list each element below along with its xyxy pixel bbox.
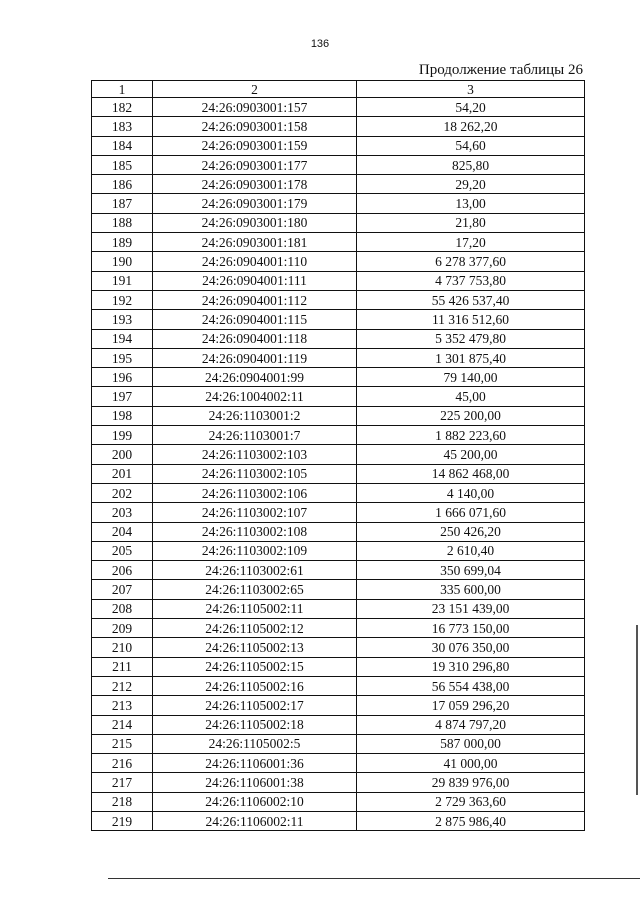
- cell-row-number: 205: [92, 541, 153, 560]
- cell-cadastral-number: 24:26:0903001:180: [153, 213, 357, 232]
- cell-row-number: 184: [92, 136, 153, 155]
- cell-row-number: 212: [92, 676, 153, 695]
- cell-cadastral-number: 24:26:1106001:36: [153, 754, 357, 773]
- cell-row-number: 185: [92, 155, 153, 174]
- cell-value: 1 301 875,40: [357, 348, 585, 367]
- column-header-number: 1: [92, 81, 153, 98]
- cell-value: 16 773 150,00: [357, 619, 585, 638]
- cell-value: 54,60: [357, 136, 585, 155]
- table-row: [92, 522, 585, 541]
- cell-value: 825,80: [357, 155, 585, 174]
- cell-cadastral-number: 24:26:1103002:61: [153, 561, 357, 580]
- cell-row-number: 183: [92, 117, 153, 136]
- cell-row-number: 204: [92, 522, 153, 541]
- cell-cadastral-number: 24:26:1103002:109: [153, 541, 357, 560]
- cell-value: 2 729 363,60: [357, 792, 585, 811]
- cell-row-number: 188: [92, 213, 153, 232]
- cell-cadastral-number: 24:26:0904001:110: [153, 252, 357, 271]
- cell-row-number: 189: [92, 233, 153, 252]
- cell-cadastral-number: 24:26:0903001:181: [153, 233, 357, 252]
- table-row: [92, 310, 585, 329]
- cell-row-number: 203: [92, 503, 153, 522]
- page-number: 136: [310, 38, 330, 50]
- cell-value: 30 076 350,00: [357, 638, 585, 657]
- cell-cadastral-number: 24:26:1105002:16: [153, 676, 357, 695]
- cell-row-number: 217: [92, 773, 153, 792]
- cell-value: 17 059 296,20: [357, 696, 585, 715]
- table-row: [92, 175, 585, 194]
- table-row: [92, 773, 585, 792]
- table-row: [92, 329, 585, 348]
- table-caption: Продолжение таблицы 26: [418, 62, 583, 78]
- cell-row-number: 213: [92, 696, 153, 715]
- table-row: [92, 676, 585, 695]
- cell-row-number: 209: [92, 619, 153, 638]
- cell-row-number: 187: [92, 194, 153, 213]
- cell-value: 23 151 439,00: [357, 599, 585, 618]
- cell-row-number: 195: [92, 348, 153, 367]
- cell-cadastral-number: 24:26:0903001:178: [153, 175, 357, 194]
- table-row: [92, 368, 585, 387]
- cell-cadastral-number: 24:26:1103002:107: [153, 503, 357, 522]
- table-row: [92, 464, 585, 483]
- cell-row-number: 201: [92, 464, 153, 483]
- cell-value: 2 610,40: [357, 541, 585, 560]
- cell-value: 18 262,20: [357, 117, 585, 136]
- cell-cadastral-number: 24:26:0903001:158: [153, 117, 357, 136]
- cadastral-table: [91, 80, 585, 831]
- bottom-rule: [108, 878, 640, 879]
- cell-cadastral-number: 24:26:1106002:10: [153, 792, 357, 811]
- cell-value: 29 839 976,00: [357, 773, 585, 792]
- cell-value: 4 737 753,80: [357, 271, 585, 290]
- cell-row-number: 202: [92, 483, 153, 502]
- cell-row-number: 191: [92, 271, 153, 290]
- cell-cadastral-number: 24:26:0903001:157: [153, 98, 357, 117]
- cell-value: 1 666 071,60: [357, 503, 585, 522]
- table-row: [92, 580, 585, 599]
- cell-value: 13,00: [357, 194, 585, 213]
- cell-cadastral-number: 24:26:1103001:7: [153, 426, 357, 445]
- table-row: [92, 715, 585, 734]
- cell-cadastral-number: 24:26:0904001:118: [153, 329, 357, 348]
- cell-value: 6 278 377,60: [357, 252, 585, 271]
- cell-cadastral-number: 24:26:1105002:11: [153, 599, 357, 618]
- cell-value: 11 316 512,60: [357, 310, 585, 329]
- cell-cadastral-number: 24:26:1103002:65: [153, 580, 357, 599]
- cell-row-number: 215: [92, 734, 153, 753]
- cell-row-number: 219: [92, 811, 153, 830]
- cell-row-number: 216: [92, 754, 153, 773]
- cell-cadastral-number: 24:26:1103002:108: [153, 522, 357, 541]
- cell-cadastral-number: 24:26:0904001:111: [153, 271, 357, 290]
- cell-value: 4 874 797,20: [357, 715, 585, 734]
- cell-row-number: 211: [92, 657, 153, 676]
- cell-row-number: 196: [92, 368, 153, 387]
- cell-row-number: 194: [92, 329, 153, 348]
- cell-value: 19 310 296,80: [357, 657, 585, 676]
- cell-cadastral-number: 24:26:0903001:179: [153, 194, 357, 213]
- cell-value: 5 352 479,80: [357, 329, 585, 348]
- cell-cadastral-number: 24:26:1103001:2: [153, 406, 357, 425]
- cell-value: 17,20: [357, 233, 585, 252]
- cell-value: 79 140,00: [357, 368, 585, 387]
- cell-value: 56 554 438,00: [357, 676, 585, 695]
- table-row: [92, 561, 585, 580]
- cell-value: 45 200,00: [357, 445, 585, 464]
- table-row: [92, 348, 585, 367]
- table-row: [92, 754, 585, 773]
- cell-cadastral-number: 24:26:1103002:105: [153, 464, 357, 483]
- table-row: [92, 290, 585, 309]
- table-row: [92, 155, 585, 174]
- cell-cadastral-number: 24:26:1105002:18: [153, 715, 357, 734]
- cell-cadastral-number: 24:26:0904001:99: [153, 368, 357, 387]
- cell-row-number: 198: [92, 406, 153, 425]
- cell-value: 29,20: [357, 175, 585, 194]
- table-row: [92, 98, 585, 117]
- table-row: [92, 792, 585, 811]
- cell-row-number: 218: [92, 792, 153, 811]
- cell-cadastral-number: 24:26:1004002:11: [153, 387, 357, 406]
- cell-row-number: 186: [92, 175, 153, 194]
- cell-cadastral-number: 24:26:1105002:15: [153, 657, 357, 676]
- table-row: [92, 136, 585, 155]
- cell-value: 250 426,20: [357, 522, 585, 541]
- table-row: [92, 194, 585, 213]
- cell-cadastral-number: 24:26:1106002:11: [153, 811, 357, 830]
- table-row: [92, 445, 585, 464]
- table-row: [92, 541, 585, 560]
- cell-row-number: 214: [92, 715, 153, 734]
- cell-value: 335 600,00: [357, 580, 585, 599]
- table-row: [92, 696, 585, 715]
- table-body: [92, 98, 585, 831]
- table-row: [92, 503, 585, 522]
- cell-cadastral-number: 24:26:0904001:115: [153, 310, 357, 329]
- table-row: [92, 117, 585, 136]
- cell-cadastral-number: 24:26:1105002:5: [153, 734, 357, 753]
- table-row: [92, 406, 585, 425]
- cell-value: 2 875 986,40: [357, 811, 585, 830]
- cell-value: 54,20: [357, 98, 585, 117]
- cell-cadastral-number: 24:26:1103002:106: [153, 483, 357, 502]
- table-row: [92, 483, 585, 502]
- cell-value: 14 862 468,00: [357, 464, 585, 483]
- cell-row-number: 200: [92, 445, 153, 464]
- cell-row-number: 197: [92, 387, 153, 406]
- table-header-row: [92, 81, 585, 98]
- scan-edge-mark: [636, 625, 638, 795]
- cell-value: 4 140,00: [357, 483, 585, 502]
- table-row: [92, 599, 585, 618]
- table-row: [92, 638, 585, 657]
- cell-cadastral-number: 24:26:0903001:159: [153, 136, 357, 155]
- cell-cadastral-number: 24:26:1105002:13: [153, 638, 357, 657]
- cell-row-number: 182: [92, 98, 153, 117]
- cell-cadastral-number: 24:26:1103002:103: [153, 445, 357, 464]
- cell-cadastral-number: 24:26:1106001:38: [153, 773, 357, 792]
- cell-value: 350 699,04: [357, 561, 585, 580]
- table-row: [92, 657, 585, 676]
- table-row: [92, 387, 585, 406]
- cell-value: 41 000,00: [357, 754, 585, 773]
- cell-row-number: 190: [92, 252, 153, 271]
- cell-row-number: 193: [92, 310, 153, 329]
- cell-value: 1 882 223,60: [357, 426, 585, 445]
- table-row: [92, 213, 585, 232]
- table-row: [92, 426, 585, 445]
- table-row: [92, 252, 585, 271]
- cell-row-number: 210: [92, 638, 153, 657]
- cell-value: 587 000,00: [357, 734, 585, 753]
- table-row: [92, 734, 585, 753]
- table-row: [92, 233, 585, 252]
- cell-cadastral-number: 24:26:1105002:17: [153, 696, 357, 715]
- cell-row-number: 208: [92, 599, 153, 618]
- cell-value: 55 426 537,40: [357, 290, 585, 309]
- table-row: [92, 271, 585, 290]
- cell-value: 21,80: [357, 213, 585, 232]
- column-header-cadastral-number: 2: [153, 81, 357, 98]
- cell-cadastral-number: 24:26:0904001:112: [153, 290, 357, 309]
- table-row: [92, 619, 585, 638]
- cell-row-number: 199: [92, 426, 153, 445]
- cell-value: 45,00: [357, 387, 585, 406]
- cell-cadastral-number: 24:26:0903001:177: [153, 155, 357, 174]
- cell-cadastral-number: 24:26:0904001:119: [153, 348, 357, 367]
- cell-row-number: 192: [92, 290, 153, 309]
- column-header-value: 3: [357, 81, 585, 98]
- cell-row-number: 206: [92, 561, 153, 580]
- cell-row-number: 207: [92, 580, 153, 599]
- cell-value: 225 200,00: [357, 406, 585, 425]
- table-row: [92, 811, 585, 830]
- cell-cadastral-number: 24:26:1105002:12: [153, 619, 357, 638]
